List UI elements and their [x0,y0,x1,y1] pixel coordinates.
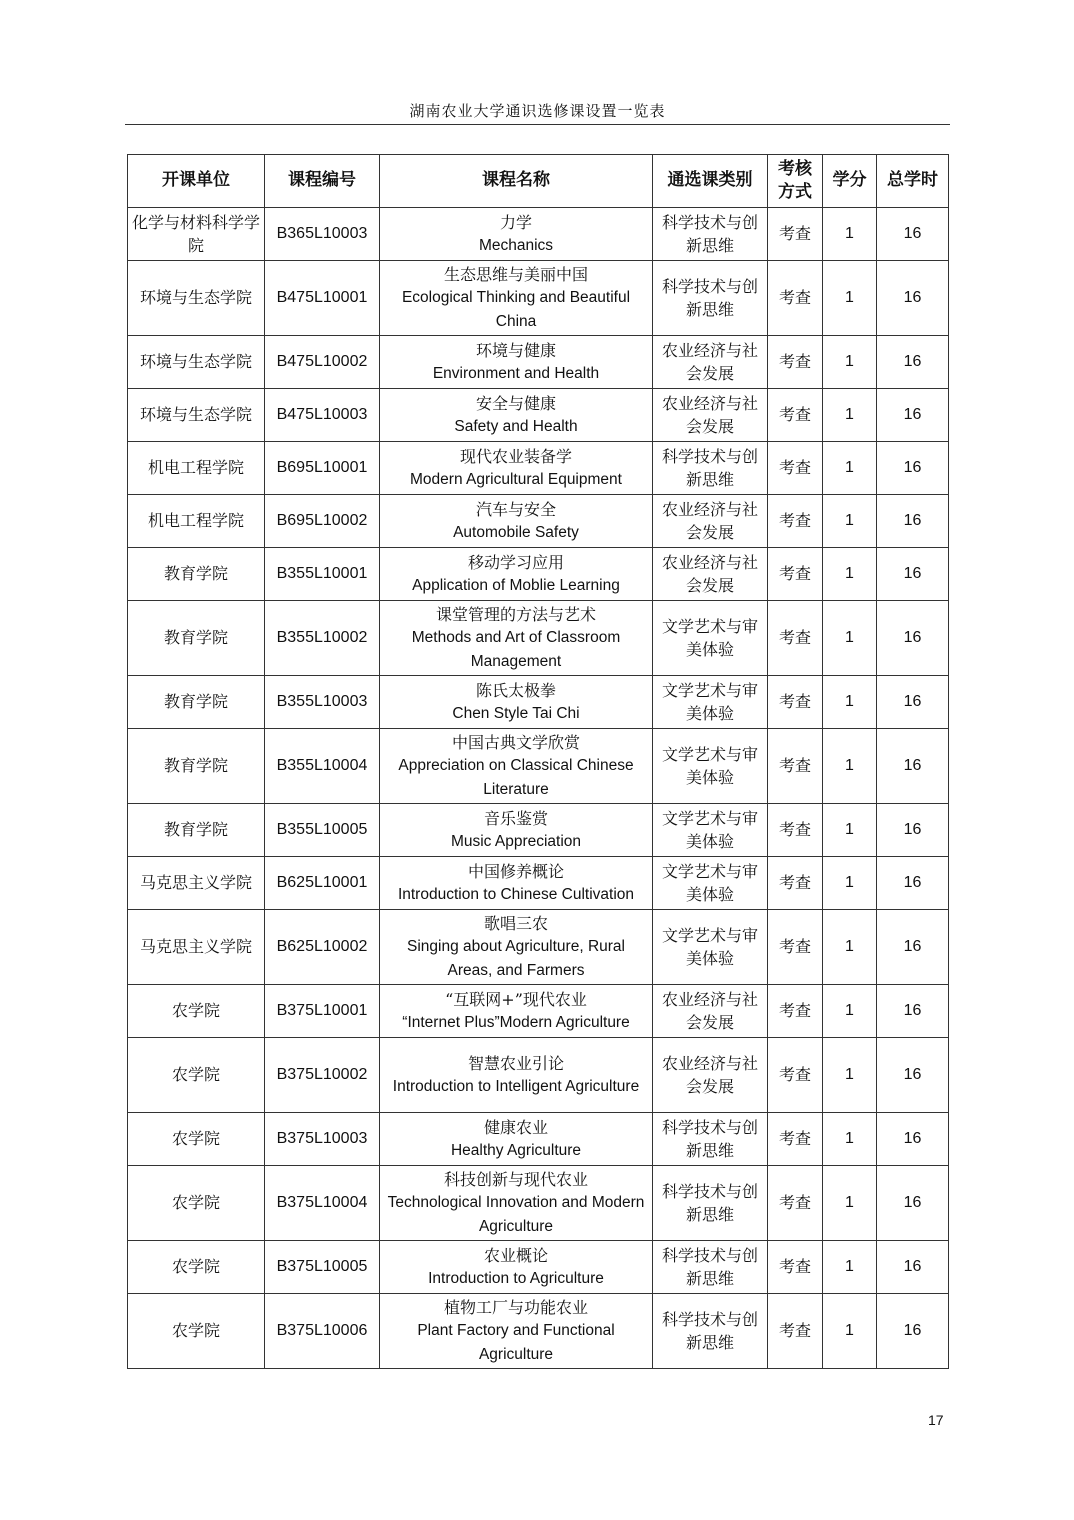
cell-course-name [380,1294,653,1369]
table-row [128,910,949,985]
cell-code: B625L10002 [265,910,380,985]
course-name-en: Healthy Agriculture [450,1142,582,1159]
cell-assessment: 考查 [768,676,823,729]
table-row [128,495,949,548]
cell-category: 文学艺术与审美体验 [653,857,768,910]
cell-assessment: 考查 [768,804,823,857]
table-row [128,676,949,729]
cell-unit: 教育学院 [128,729,265,804]
cell-hours: 16 [877,601,949,676]
table-row [128,985,949,1038]
cell-assessment: 考查 [768,389,823,442]
cell-unit: 教育学院 [128,548,265,601]
cell-credit: 1 [823,1038,877,1113]
cell-credit: 1 [823,495,877,548]
table-row [128,442,949,495]
cell-category: 科学技术与创新思维 [653,1166,768,1241]
cell-hours: 16 [877,1113,949,1166]
cell-hours: 16 [877,1166,949,1241]
col-header-unit: 开课单位 [128,155,265,208]
cell-unit: 教育学院 [128,676,265,729]
course-name-cn: 音乐鉴赏 [483,808,548,828]
course-name-en: Introduction to Agriculture [428,1270,604,1287]
cell-assessment: 考查 [768,1166,823,1241]
course-name-cn: 歌唱三农 [483,913,548,933]
course-name-en: Methods and Art of Classroom Management [411,629,621,670]
table-row [128,601,949,676]
course-name-cn: 安全与健康 [475,393,556,413]
cell-unit: 马克思主义学院 [128,857,265,910]
course-name-cn: 环境与健康 [475,340,556,360]
course-name-cn: 移动学习应用 [467,552,564,572]
cell-unit: 农学院 [128,1294,265,1369]
cell-hours: 16 [877,442,949,495]
cell-assessment: 考查 [768,729,823,804]
cell-category: 文学艺术与审美体验 [653,601,768,676]
cell-course-name [380,208,653,261]
cell-code: B365L10003 [265,208,380,261]
cell-credit: 1 [823,676,877,729]
cell-assessment: 考查 [768,857,823,910]
col-header-category: 通选课类别 [653,155,768,208]
table-body [128,208,949,1369]
table-row [128,729,949,804]
course-name-cn: 植物工厂与功能农业 [443,1297,588,1317]
cell-credit: 1 [823,261,877,336]
course-name-cn: “互联网+”现代农业 [445,989,587,1009]
cell-hours: 16 [877,336,949,389]
cell-assessment: 考查 [768,208,823,261]
cell-hours: 16 [877,1294,949,1369]
cell-code: B375L10005 [265,1241,380,1294]
course-name-en: “Internet Plus”Modern Agriculture [402,1014,630,1031]
course-name-cn: 中国古典文学欣赏 [451,732,580,752]
col-header-name: 课程名称 [380,155,653,208]
cell-credit: 1 [823,1166,877,1241]
cell-category: 农业经济与社会发展 [653,548,768,601]
course-name-cn: 现代农业装备学 [459,446,572,466]
cell-credit: 1 [823,389,877,442]
cell-unit: 化学与材料科学学院 [128,208,265,261]
cell-code: B375L10003 [265,1113,380,1166]
cell-course-name [380,985,653,1038]
cell-code: B625L10001 [265,857,380,910]
page-number: 17 [928,1412,944,1428]
cell-code: B475L10001 [265,261,380,336]
cell-code: B375L10006 [265,1294,380,1369]
cell-category: 科学技术与创新思维 [653,1113,768,1166]
cell-unit: 环境与生态学院 [128,261,265,336]
cell-credit: 1 [823,985,877,1038]
course-name-en: Appreciation on Classical Chinese Literature [398,757,634,798]
cell-course-name [380,442,653,495]
cell-unit: 教育学院 [128,601,265,676]
cell-hours: 16 [877,676,949,729]
cell-category: 科学技术与创新思维 [653,261,768,336]
course-name-cn: 科技创新与现代农业 [443,1169,588,1189]
cell-unit: 教育学院 [128,804,265,857]
course-name-cn: 健康农业 [483,1117,548,1137]
cell-hours: 16 [877,729,949,804]
course-name-en: Plant Factory and Functional Agriculture [417,1322,615,1363]
course-name-cn: 力学 [499,212,532,232]
cell-course-name [380,548,653,601]
cell-assessment: 考查 [768,601,823,676]
cell-unit: 环境与生态学院 [128,336,265,389]
cell-hours: 16 [877,261,949,336]
course-name-en: Application of Moblie Learning [412,577,620,594]
course-name-cn: 课堂管理的方法与艺术 [435,604,596,624]
cell-unit: 机电工程学院 [128,495,265,548]
cell-assessment: 考查 [768,1038,823,1113]
cell-credit: 1 [823,910,877,985]
cell-hours: 16 [877,548,949,601]
cell-credit: 1 [823,1294,877,1369]
cell-unit: 机电工程学院 [128,442,265,495]
cell-code: B695L10002 [265,495,380,548]
cell-unit: 农学院 [128,1038,265,1113]
col-header-credit: 学分 [823,155,877,208]
cell-unit: 农学院 [128,985,265,1038]
col-header-hours: 总学时 [877,155,949,208]
cell-category: 科学技术与创新思维 [653,208,768,261]
cell-course-name [380,495,653,548]
cell-credit: 1 [823,1241,877,1294]
table-row [128,261,949,336]
cell-code: B475L10003 [265,389,380,442]
cell-code: B475L10002 [265,336,380,389]
table-row [128,208,949,261]
cell-category: 文学艺术与审美体验 [653,729,768,804]
cell-hours: 16 [877,985,949,1038]
cell-code: B355L10001 [265,548,380,601]
cell-assessment: 考查 [768,985,823,1038]
cell-category: 农业经济与社会发展 [653,1038,768,1113]
cell-category: 农业经济与社会发展 [653,495,768,548]
cell-code: B375L10001 [265,985,380,1038]
course-name-en: Ecological Thinking and Beautiful China [401,289,631,330]
course-name-cn: 农业概论 [483,1245,548,1265]
cell-category: 农业经济与社会发展 [653,985,768,1038]
cell-category: 科学技术与创新思维 [653,442,768,495]
cell-credit: 1 [823,208,877,261]
cell-assessment: 考查 [768,261,823,336]
cell-unit: 农学院 [128,1166,265,1241]
cell-hours: 16 [877,910,949,985]
table-row [128,804,949,857]
course-name-en: Automobile Safety [453,524,579,541]
cell-course-name [380,336,653,389]
cell-code: B375L10004 [265,1166,380,1241]
table-row [128,1113,949,1166]
cell-unit: 马克思主义学院 [128,910,265,985]
table-row [128,1241,949,1294]
col-header-code: 课程编号 [265,155,380,208]
course-name-en: Technological Innovation and Modern Agriculture [387,1194,645,1235]
cell-hours: 16 [877,804,949,857]
cell-category: 文学艺术与审美体验 [653,804,768,857]
cell-course-name [380,676,653,729]
table-row [128,1294,949,1369]
page-header-title: 湖南农业大学通识选修课设置一览表 [409,102,666,120]
cell-course-name [380,910,653,985]
course-name-cn: 生态思维与美丽中国 [443,264,588,284]
cell-assessment: 考查 [768,495,823,548]
cell-credit: 1 [823,442,877,495]
table-row [128,336,949,389]
cell-credit: 1 [823,336,877,389]
table-row [128,1038,949,1113]
cell-assessment: 考查 [768,442,823,495]
cell-category: 文学艺术与审美体验 [653,910,768,985]
cell-category: 科学技术与创新思维 [653,1294,768,1369]
course-name-en: Safety and Health [454,418,578,435]
cell-hours: 16 [877,1241,949,1294]
col-header-assessment: 考核方式 [768,155,823,208]
cell-course-name [380,389,653,442]
cell-unit: 环境与生态学院 [128,389,265,442]
cell-assessment: 考查 [768,1241,823,1294]
cell-course-name [380,1166,653,1241]
cell-unit: 农学院 [128,1241,265,1294]
course-name-cn: 陈氏太极拳 [475,680,556,700]
course-name-cn: 中国修养概论 [467,861,564,881]
cell-course-name [380,857,653,910]
cell-code: B355L10005 [265,804,380,857]
cell-credit: 1 [823,857,877,910]
table-row [128,857,949,910]
cell-course-name [380,729,653,804]
cell-course-name [380,1113,653,1166]
cell-course-name [380,1038,653,1113]
course-name-en: Introduction to Chinese Cultivation [397,886,635,903]
course-name-en: Introduction to Intelligent Agriculture [392,1078,640,1095]
cell-assessment: 考查 [768,548,823,601]
table-header-row [128,155,949,208]
cell-category: 农业经济与社会发展 [653,389,768,442]
table-row [128,1166,949,1241]
cell-course-name [380,261,653,336]
course-table [127,154,949,1369]
course-name-en: Singing about Agriculture, Rural Areas, and Farmers [407,938,625,979]
cell-assessment: 考查 [768,910,823,985]
cell-category: 科学技术与创新思维 [653,1241,768,1294]
cell-assessment: 考查 [768,1294,823,1369]
cell-credit: 1 [823,548,877,601]
cell-hours: 16 [877,857,949,910]
header-rule [125,124,950,125]
cell-code: B375L10002 [265,1038,380,1113]
cell-hours: 16 [877,389,949,442]
cell-course-name [380,804,653,857]
cell-code: B355L10003 [265,676,380,729]
course-name-en: Environment and Health [432,365,600,382]
cell-hours: 16 [877,1038,949,1113]
cell-hours: 16 [877,495,949,548]
cell-assessment: 考查 [768,336,823,389]
course-name-en: Music Appreciation [450,833,582,850]
cell-category: 文学艺术与审美体验 [653,676,768,729]
cell-code: B695L10001 [265,442,380,495]
cell-code: B355L10002 [265,601,380,676]
course-name-en: Mechanics [478,237,554,254]
cell-category: 农业经济与社会发展 [653,336,768,389]
cell-credit: 1 [823,601,877,676]
course-name-en: Chen Style Tai Chi [452,705,580,722]
cell-unit: 农学院 [128,1113,265,1166]
cell-code: B355L10004 [265,729,380,804]
cell-course-name [380,601,653,676]
cell-course-name [380,1241,653,1294]
cell-assessment: 考查 [768,1113,823,1166]
cell-hours: 16 [877,208,949,261]
cell-credit: 1 [823,804,877,857]
cell-credit: 1 [823,729,877,804]
course-name-cn: 智慧农业引论 [467,1053,564,1073]
table-row [128,389,949,442]
course-name-cn: 汽车与安全 [475,499,556,519]
cell-credit: 1 [823,1113,877,1166]
table-row [128,548,949,601]
course-name-en: Modern Agricultural Equipment [410,471,622,488]
